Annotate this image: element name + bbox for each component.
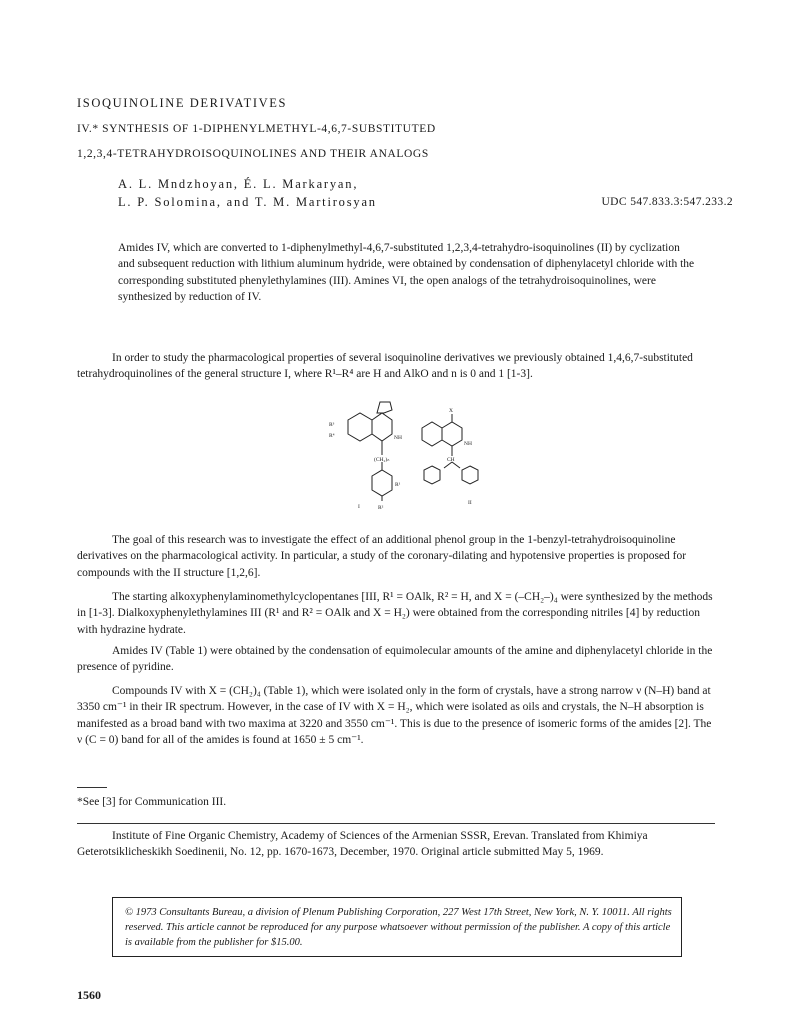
label-structure-i: I	[358, 504, 360, 510]
label-ch: CH	[447, 457, 455, 463]
paper-title-line1: IV.* SYNTHESIS OF 1-DIPHENYLMETHYL-4,6,7-SUBSTITUTED	[77, 123, 436, 135]
paragraph-3: The starting alkoxyphenylaminomethylcyclopentanes [III, R¹ = OAlk, R² = H, and X = (–CH₂–)₄ were synthesized by the methods in [1-3]. Dialkoxyphenylethylamines III (R¹ and R² = OAlk and X = H₂) were obtained from the corresponding nitriles [4] by reduction with hydrazine hydrate.	[77, 591, 713, 636]
benzene-ring-i	[348, 413, 372, 441]
label-r1: R¹	[395, 482, 401, 488]
chemical-structures-figure	[320, 400, 500, 515]
copyright-text: © 1973 Consultants Bureau, a division of Plenum Publishing Corporation, 227 West 17th Street, New York, N. Y. 10011. All rights reserved. This article cannot be reproduced for any purpose whatsoever without permission of the publisher. A copy of this article is available from the publisher for $15.00.	[125, 907, 672, 948]
label-nh-ii: NH	[464, 441, 472, 447]
institute-note: Institute of Fine Organic Chemistry, Academy of Sciences of the Armenian SSSR, Erevan. Translated from Khimiya Geterotsiklicheskikh Soedinenii, No. 12, pp. 1670-1673, December, 1970. Original article submitted May 5, 1969.	[77, 830, 648, 859]
label-r3: R³	[329, 422, 335, 428]
page-number: 1560	[77, 988, 101, 1002]
footnote: *See [3] for Communication III.	[77, 796, 227, 808]
authors-line1: A. L. Mndzhoyan, É. L. Markaryan,	[118, 177, 359, 191]
label-x: X	[449, 408, 453, 414]
phenyl-ring-a	[424, 466, 440, 484]
udc-code: UDC 547.833.3:547.233.2	[601, 196, 733, 208]
institute-rule	[77, 823, 715, 824]
phenyl-ring-b	[462, 466, 478, 484]
paragraph-1: In order to study the pharmacological properties of several isoquinoline derivatives we previously obtained 1,4,6,7-substituted tetrahydroquinolines of the general structure I, where R¹–R⁴ are H and AlkO and n is 0 and 1 [1-3].	[77, 352, 693, 381]
authors-line2: L. P. Solomina, and T. M. Martirosyan	[118, 195, 377, 209]
paragraph-2: The goal of this research was to investigate the effect of an additional phenol group in the 1-benzyl-tetrahydroisoquinoline derivatives on the pharmacological activity. In particular, a study of the coronary-dilating and hypotensive properties is proposed for compounds with the II structure [1,2,6].	[77, 534, 687, 579]
label-structure-ii: II	[468, 500, 472, 506]
label-r2: R²	[378, 505, 384, 511]
copyright-box	[112, 897, 682, 957]
label-nh-i: NH	[394, 435, 402, 441]
label-ch2n: (CH₂)ₙ	[374, 457, 390, 463]
paragraph-4: Amides IV (Table 1) were obtained by the condensation of equimolecular amounts of the amine and diphenylacetyl chloride in the presence of pyridine.	[77, 645, 713, 674]
abstract: Amides IV, which are converted to 1-diphenylmethyl-4,6,7-substituted 1,2,3,4-tetrahydro-isoquinolines (II) by cyclization and subsequent reduction with lithium aluminum hydride, were obtained by condensation of diphenylacetyl chloride with the corresponding substituted phenylethylamines (III). Amines VI, the open analogs of the tetrahydroisoquinolines, were synthesized by reduction of IV.	[118, 242, 695, 303]
benzene-ring-ii	[422, 422, 442, 446]
label-r4: R⁴	[329, 433, 335, 439]
phenyl-ring-i	[372, 470, 392, 496]
footnote-rule	[77, 787, 107, 788]
paper-title-line2: 1,2,3,4-TETRAHYDROISOQUINOLINES AND THEIR ANALOGS	[77, 148, 429, 160]
cyclopentane-ring	[377, 402, 392, 413]
paragraph-5: Compounds IV with X = (CH₂)₄ (Table 1), which were isolated only in the form of crystals, have a strong narrow ν (N–H) band at 3350 cm⁻¹ in their IR spectrum. However, in the case of IV with X = H₂, which were isolated as oils and crystals, the N–H absorption is manifested as a broad band with two maxima at 3220 and 3550 cm⁻¹. This is due to the presence of isomeric forms of the amides [2]. The ν (C = 0) band for all of the amides is found at 1650 ± 5 cm⁻¹.	[77, 685, 712, 747]
series-title: ISOQUINOLINE DERIVATIVES	[77, 96, 288, 110]
